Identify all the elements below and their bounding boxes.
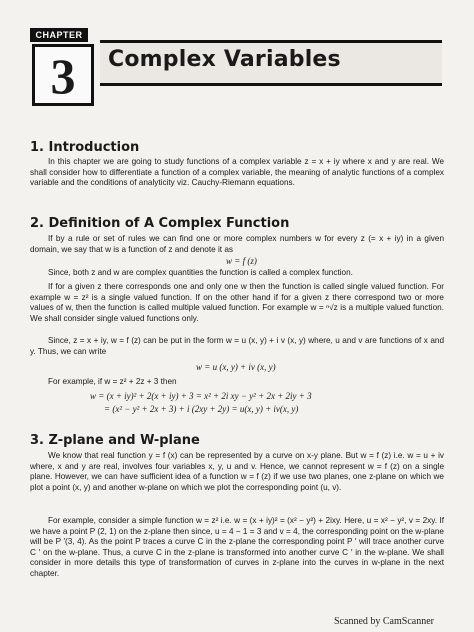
- section-heading-definition: 2. Definition of A Complex Function: [30, 216, 290, 231]
- chapter-label: CHAPTER: [30, 28, 88, 42]
- chapter-number: 3: [50, 48, 76, 104]
- equation-example-line-2: = (x² − y² + 2x + 3) + i (2xy + 2y) = u(x, y) + iv(x, y): [104, 404, 299, 414]
- scanner-watermark: Scanned by CamScanner: [334, 616, 434, 627]
- chapter-title: Complex Variables: [108, 47, 341, 72]
- intro-paragraph: In this chapter we are going to study functions of a complex variable z = x + iy where x and y are real. We shall consider how to differentiate a function of a complex variable, the meaning of analytic functions of a complex variable and the conditions of analyticity viz. Cauchy-Riemann equations.: [30, 157, 444, 188]
- equation-example-line-1: w = (x + iy)² + 2(x + iy) + 3 = x² + 2i xy − y² + 2x + 2iy + 3: [90, 391, 312, 401]
- planes-paragraph-1: We know that real function y = f (x) can be represented by a curve on x-y plane. But w = f (z) i.e. w = u + iv where, x and y are real, involves four variables x, y, u and v. Hence, we cannot represent w = f (z) on a single plane. However, we can have sufficient idea of a function w = f (z) if we use two planes, one z-plane on which we plot a point (x, y) and another w-plane on which we plot the corresponding point (u, v).: [30, 451, 444, 492]
- definition-paragraph-3: If for a given z there corresponds one and only one w then the function is called single valued function. For example w = z² is a single valued function. If on the other hand if for a given z there correspond two or more values of w, then the function is called multiple valued function. For example w = ⁿ√z is a multiple valued function. We shall consider single valued functions only.: [30, 282, 444, 323]
- planes-paragraph-2: For example, consider a simple function w = z² i.e. w = (x + iy)² = (x² − y²) + 2ixy. Here, u = x² − y², v = 2xy. If we have a point P (2, 1) on the z-plane then since, u = 4 − 1 = 3 and v = 4, the corresponding point on the w-plane will be P ′(3, 4). As the point P traces a curve C in the z-plane the corresponding point P ′ will trace another curve C ′ on the w-plane. Thus, a curve C in the z-plane is transformed into another curve C ′ in the w-plane. We shall consider in more details this type of transformation of curves in z-plane into the curves in w-plane in the next chapter.: [30, 516, 444, 578]
- section-heading-introduction: 1. Introduction: [30, 140, 140, 155]
- definition-paragraph-1: If by a rule or set of rules we can find one or more complex numbers w for every z (= x + iy) in a given domain, we say that w is a function of z and denote it as: [30, 234, 444, 254]
- definition-paragraph-5: For example, if w = z² + 2z + 3 then: [48, 377, 177, 386]
- chapter-number-box: [32, 44, 94, 106]
- definition-paragraph-2: Since, both z and w are complex quantities the function is called a complex function.: [48, 268, 353, 277]
- section-heading-planes: 3. Z-plane and W-plane: [30, 433, 200, 448]
- equation-w-fz: w = f (z): [226, 256, 257, 266]
- equation-w-uv: w = u (x, y) + iv (x, y): [196, 362, 276, 372]
- definition-paragraph-4: Since, z = x + iy, w = f (z) can be put in the form w = u (x, y) + i v (x, y) where, u and v are functions of x and y. Thus, we can write: [30, 336, 444, 356]
